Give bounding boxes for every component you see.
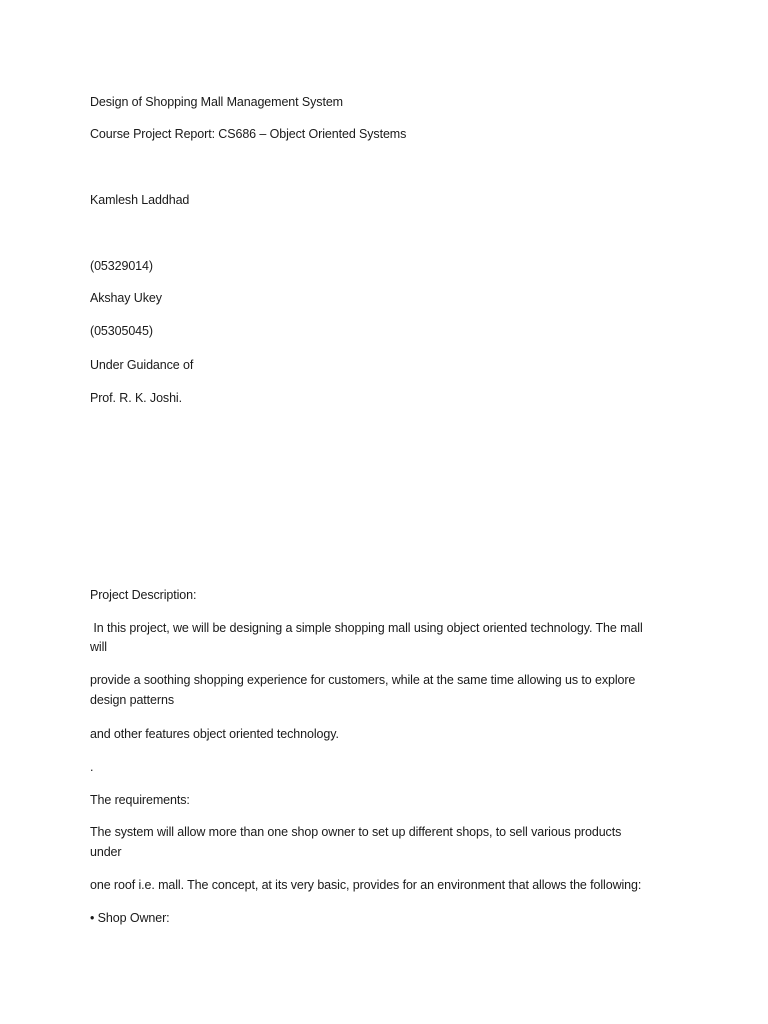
bullet-item: • Shop Owner: [90, 911, 170, 925]
document-title: Design of Shopping Mall Management System [90, 95, 343, 109]
paragraph-line: design patterns [90, 693, 174, 707]
author2-name: Akshay Ukey [90, 291, 162, 305]
paragraph-line: The system will allow more than one shop owner to set up different shops, to sell various products [90, 825, 622, 839]
stray-dot: . [90, 760, 94, 774]
course-line: Course Project Report: CS686 – Object Oriented Systems [90, 127, 407, 141]
paragraph-line: will [90, 640, 107, 654]
author2-id: (05305045) [90, 324, 153, 338]
author1-id: (05329014) [90, 259, 153, 273]
paragraph-line: under [90, 845, 122, 859]
paragraph-line: and other features object oriented technology. [90, 727, 339, 741]
guide-name: Prof. R. K. Joshi. [90, 391, 182, 405]
paragraph-line: In this project, we will be designing a simple shopping mall using object oriented technology. The mall [90, 621, 643, 635]
section-heading-description: Project Description: [90, 588, 197, 602]
section-heading-requirements: The requirements: [90, 793, 190, 807]
paragraph-line: one roof i.e. mall. The concept, at its very basic, provides for an environment that allows the following: [90, 878, 642, 892]
author1-name: Kamlesh Laddhad [90, 193, 190, 207]
paragraph-line: provide a soothing shopping experience for customers, while at the same time allowing us to explore [90, 673, 636, 687]
guidance-label: Under Guidance of [90, 358, 194, 372]
